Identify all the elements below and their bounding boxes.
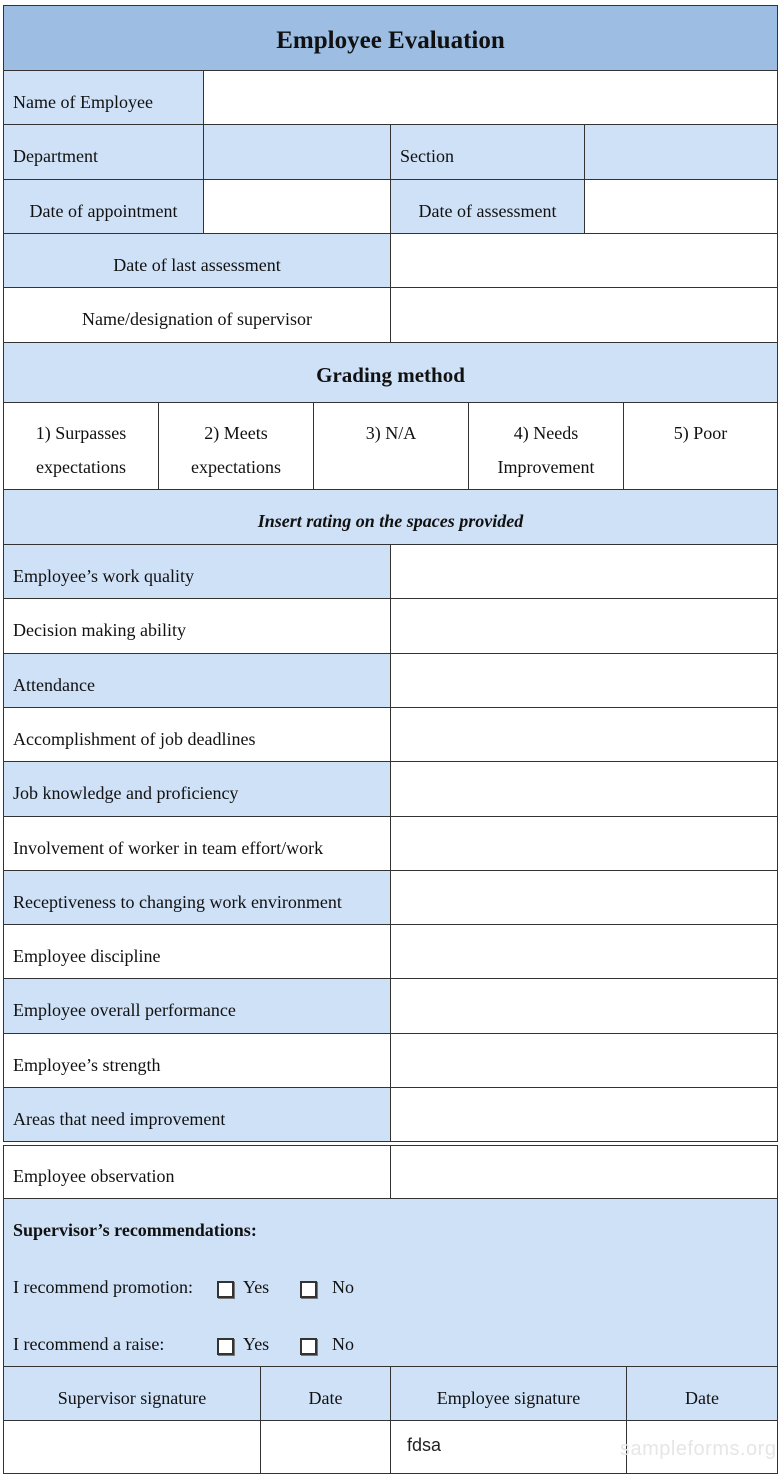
date-of-assessment-input[interactable] xyxy=(594,197,769,219)
name-of-employee-label: Name of Employee xyxy=(13,92,153,112)
criteria-label: Decision making ability xyxy=(13,620,186,640)
rating-instruction: Insert rating on the spaces provided xyxy=(257,511,524,531)
grading-option-2-line2: expectations xyxy=(191,457,281,477)
grading-option-3-line1: 3) N/A xyxy=(365,423,417,443)
employee-signature-header: Employee signature xyxy=(436,1388,581,1408)
raise-no-checkbox[interactable] xyxy=(300,1338,317,1355)
raise-yes-checkbox[interactable] xyxy=(217,1338,234,1355)
criteria-rating-input[interactable] xyxy=(400,1050,765,1072)
criteria-label: Involvement of worker in team effort/work xyxy=(13,838,324,858)
criteria-label: Employee’s work quality xyxy=(13,566,194,586)
promotion-label: I recommend promotion: xyxy=(13,1277,193,1297)
department-input[interactable] xyxy=(213,142,378,164)
criteria-rating-input[interactable] xyxy=(400,1104,765,1126)
grading-option-1-line2: expectations xyxy=(36,457,126,477)
grading-option-4-line2: Improvement xyxy=(497,457,595,477)
criteria-rating-input[interactable] xyxy=(400,561,765,583)
promotion-no-checkbox[interactable] xyxy=(300,1281,317,1298)
criteria-rating-input[interactable] xyxy=(400,941,765,963)
grading-option-4-line1: 4) Needs xyxy=(513,423,579,443)
criteria-rating-input[interactable] xyxy=(400,995,765,1017)
promotion-no-label: No xyxy=(332,1277,354,1297)
criteria-label: Areas that need improvement xyxy=(13,1109,226,1129)
employee-observation-label: Employee observation xyxy=(13,1166,175,1186)
criteria-label: Job knowledge and proficiency xyxy=(13,783,239,803)
grading-option-1-line1: 1) Surpasses xyxy=(35,423,127,443)
grading-option-5 xyxy=(623,402,778,490)
department-label: Department xyxy=(13,146,98,166)
supervisor-name-label: Name/designation of supervisor xyxy=(82,309,312,329)
criteria-rating-input[interactable] xyxy=(400,670,765,692)
raise-yes-label: Yes xyxy=(243,1334,270,1354)
criteria-label: Employee discipline xyxy=(13,946,161,966)
criteria-label: Accomplishment of job deadlines xyxy=(13,729,256,749)
criteria-label: Receptiveness to changing work environment xyxy=(13,892,342,912)
promotion-yes-label: Yes xyxy=(243,1277,270,1297)
grading-option-2-line1: 2) Meets xyxy=(204,423,268,443)
supervisor-date-input[interactable] xyxy=(270,1436,380,1458)
date-of-appointment-label: Date of appointment xyxy=(29,201,178,221)
date-of-last-assessment-label: Date of last assessment xyxy=(113,255,281,275)
employee-signature-input[interactable] xyxy=(407,1434,617,1456)
criteria-label: Employee overall performance xyxy=(13,1000,236,1020)
date-of-last-assessment-input[interactable] xyxy=(400,251,765,273)
criteria-rating-input[interactable] xyxy=(400,887,765,909)
raise-label: I recommend a raise: xyxy=(13,1334,165,1354)
criteria-rating-input[interactable] xyxy=(400,778,765,800)
criteria-rating-input[interactable] xyxy=(400,724,765,746)
supervisor-name-input[interactable] xyxy=(400,305,765,327)
grading-option-5-line1: 5) Poor xyxy=(673,423,728,443)
recommendations-title: Supervisor’s recommendations: xyxy=(13,1220,257,1240)
raise-no-label: No xyxy=(332,1334,354,1354)
employee-date-header: Date xyxy=(685,1388,719,1408)
section-input[interactable] xyxy=(594,142,769,164)
criteria-label: Employee’s strength xyxy=(13,1055,161,1075)
name-of-employee-input[interactable] xyxy=(213,88,763,110)
date-of-appointment-input[interactable] xyxy=(213,197,378,219)
criteria-rating-input[interactable] xyxy=(400,615,765,637)
watermark: sampleforms.org xyxy=(620,1438,777,1460)
employee-observation-input[interactable] xyxy=(400,1162,765,1184)
date-of-assessment-label: Date of assessment xyxy=(418,201,557,221)
supervisor-date-header: Date xyxy=(308,1388,343,1408)
grading-option-3 xyxy=(313,402,469,490)
supervisor-signature-input[interactable] xyxy=(13,1436,251,1458)
section-label: Section xyxy=(400,146,454,166)
supervisor-signature-header: Supervisor signature xyxy=(57,1388,207,1408)
grading-method-title: Grading method xyxy=(316,363,465,387)
criteria-rating-input[interactable] xyxy=(400,833,765,855)
page-title: Employee Evaluation xyxy=(276,27,505,54)
promotion-yes-checkbox[interactable] xyxy=(217,1281,234,1298)
criteria-label: Attendance xyxy=(13,675,95,695)
